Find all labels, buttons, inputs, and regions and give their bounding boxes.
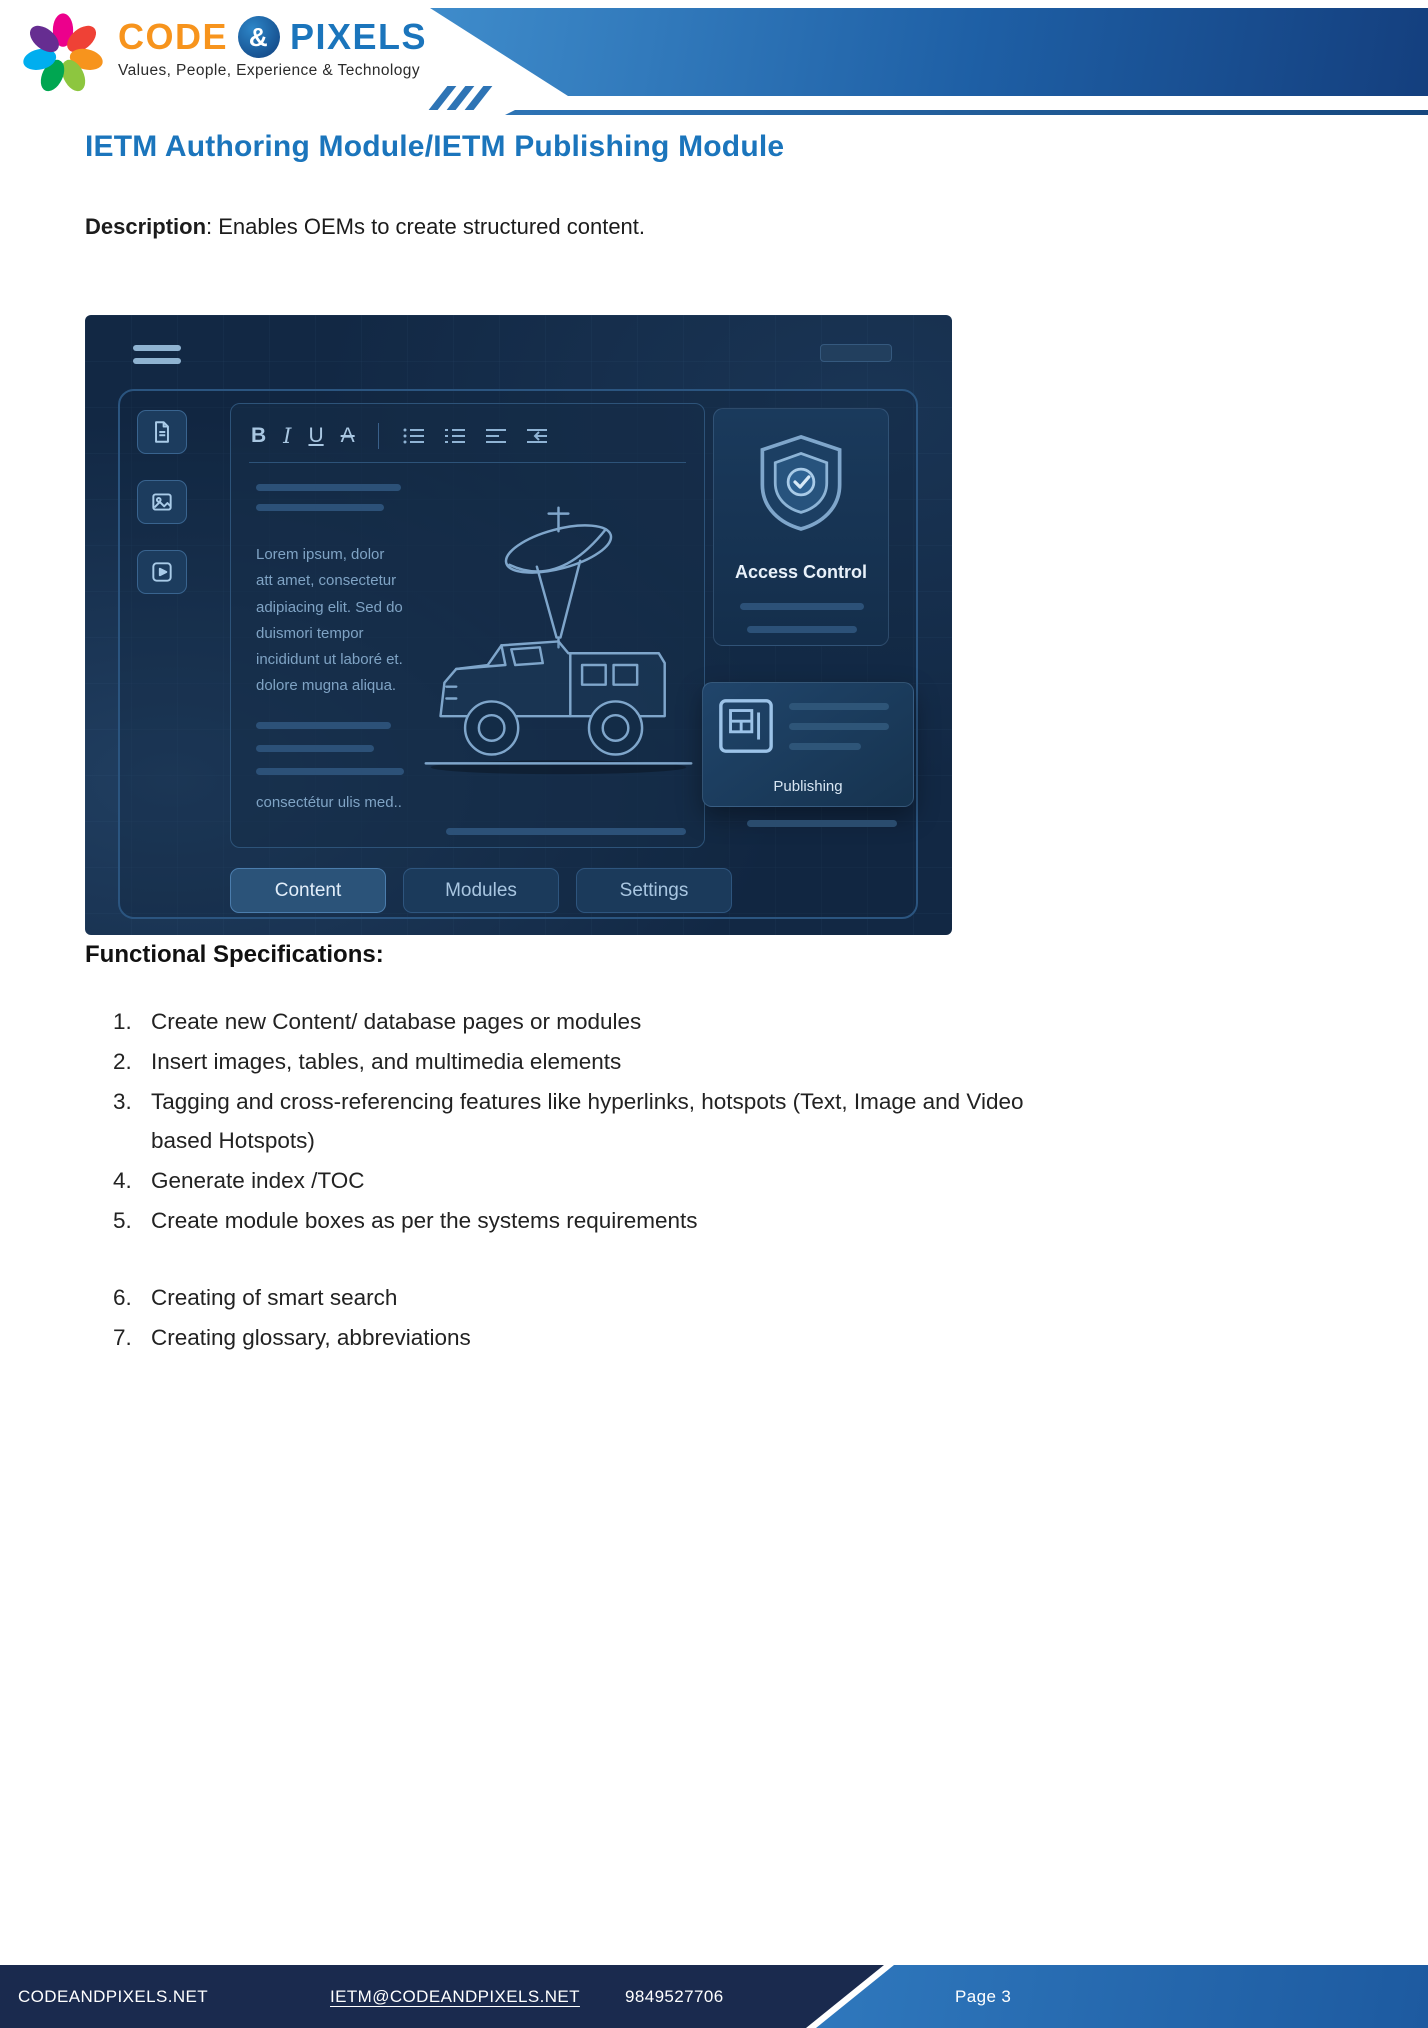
publishing-card	[702, 682, 914, 807]
pinwheel-logo-icon	[20, 8, 106, 100]
list-item: 1. Create new Content/ database pages or modules	[113, 1009, 642, 1034]
footer-page-number: Page 3	[955, 1987, 1012, 2006]
header	[0, 0, 1428, 120]
editor-body-text: Lorem ipsum, dolor att amet, consectetur adipiacing elit. Sed do duismori tempor incididunt ut laboré et. dolore mugna aliqua.	[256, 546, 403, 695]
brand-text	[118, 8, 427, 80]
list-item: 4. Generate index /TOC	[113, 1168, 365, 1193]
placeholder-line	[747, 626, 857, 633]
italic-icon: I	[283, 424, 292, 448]
placeholder-line	[740, 603, 864, 610]
placeholder-line	[789, 723, 889, 730]
shield-check-icon	[755, 427, 847, 537]
access-control-card	[713, 408, 889, 646]
list-item: 6. Creating of smart search	[113, 1285, 398, 1310]
footer-accent-band	[816, 1965, 1428, 2028]
tab-settings: Settings	[576, 868, 732, 913]
footer	[0, 1965, 1428, 2028]
description-text: : Enables OEMs to create structured content.	[206, 214, 646, 239]
placeholder-line	[256, 768, 404, 775]
publishing-layout-icon	[717, 697, 775, 755]
menu-icon	[133, 345, 181, 371]
functional-specs-list	[113, 1002, 1073, 1358]
editor-panel	[230, 403, 705, 848]
page-title: IETM Authoring Module/IETM Publishing Module	[85, 130, 785, 163]
logo	[20, 8, 427, 100]
placeholder-line	[256, 722, 391, 729]
description-paragraph	[85, 214, 645, 240]
video-tool-icon	[137, 550, 187, 594]
strikethrough-icon: A	[340, 424, 355, 447]
indent-icon	[525, 426, 549, 446]
placeholder-line	[256, 745, 374, 752]
list-item: 5. Create module boxes as per the systems requirements	[113, 1208, 698, 1233]
bold-icon: B	[251, 424, 267, 447]
header-banner	[430, 8, 1428, 96]
placeholder-line	[446, 828, 686, 835]
placeholder-line	[256, 504, 384, 511]
list-item: 7. Creating glossary, abbreviations	[113, 1325, 471, 1350]
mockup-tab-bar	[230, 868, 732, 913]
toolbar-rule	[249, 462, 686, 463]
footer-phone: 9849527706	[625, 1987, 724, 2006]
placeholder-line	[256, 484, 401, 491]
functional-specs-heading: Functional Specifications:	[85, 941, 384, 968]
window-pill-placeholder	[820, 344, 892, 362]
brand-ampersand-badge: &	[238, 16, 280, 58]
toolbar-divider	[378, 423, 379, 449]
placeholder-line	[789, 703, 889, 710]
placeholder-line	[747, 820, 897, 827]
brand-pixels: PIXELS	[290, 16, 428, 57]
ietm-authoring-ui-mockup-image	[85, 315, 952, 935]
image-tool-icon	[137, 480, 187, 524]
footer-email-link[interactable]: IETM@CODEANDPIXELS.NET	[330, 1987, 580, 2006]
format-toolbar	[251, 416, 549, 456]
brand-code: CODE	[118, 16, 229, 57]
document-tool-icon	[137, 410, 187, 454]
footer-website: CODEANDPIXELS.NET	[18, 1987, 209, 2006]
placeholder-line	[789, 743, 861, 750]
list-item: 3. Tagging and cross-referencing features like hyperlinks, hotspots (Text, Image and Video based Hotspots)	[113, 1089, 1024, 1153]
access-control-label: Access Control	[734, 562, 868, 582]
publishing-label: Publishing	[773, 778, 843, 795]
tab-content: Content	[230, 868, 386, 913]
brand-tagline: Values, People, Experience & Technology	[118, 62, 420, 79]
tab-modules: Modules	[403, 868, 559, 913]
bullet-list-icon	[402, 426, 426, 446]
editor-footnote-text: consectétur ulis med..	[256, 794, 402, 811]
list-item: 2. Insert images, tables, and multimedia elements	[113, 1049, 622, 1074]
underline-icon: U	[308, 424, 324, 447]
numbered-list-icon	[443, 426, 467, 446]
banner-underline	[505, 110, 1428, 115]
military-vehicle-illustration	[411, 490, 706, 785]
description-label: Description	[85, 214, 207, 239]
align-left-icon	[484, 426, 508, 446]
